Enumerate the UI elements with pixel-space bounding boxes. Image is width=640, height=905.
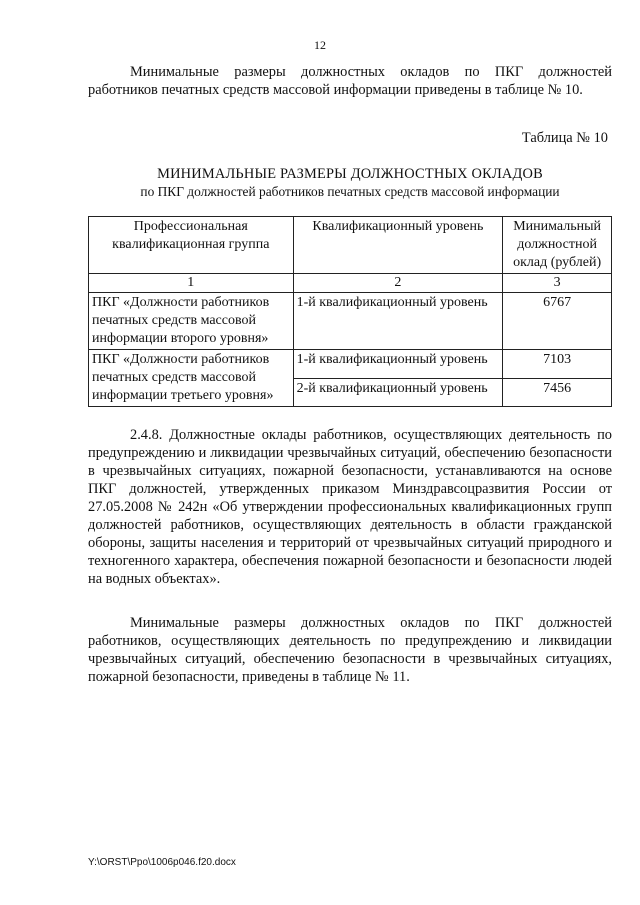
salary-cell: 6767 <box>503 293 612 350</box>
salary-cell: 7456 <box>503 378 612 407</box>
level-cell: 1-й квалификационный уровень <box>293 293 503 350</box>
column-number: 2 <box>293 274 503 293</box>
footer-file-path: Y:\ORST\Ppo\1006p046.f20.docx <box>88 857 236 868</box>
table-column-number-row <box>89 274 612 293</box>
header-salary: Минимальный должностной оклад (рублей) <box>503 217 612 274</box>
page-number: 12 <box>314 38 326 52</box>
table-subtitle: по ПКГ должностей работников печатных средств массовой информации <box>140 184 560 199</box>
header-level: Квалификационный уровень <box>293 217 503 274</box>
level-cell: 2-й квалификационный уровень <box>293 378 503 407</box>
section-paragraph: 2.4.8. Должностные оклады работников, осуществляющих деятельность по предупреждению и ликвидации чрезвычайных ситуаций, обеспечению безопасности в чрезвычайных ситуациях, пожарной безопасности, устанавливаются на основе ПКГ должностей, утвержденных приказом Минздравсоцразвития России от 27.05.2008 № 242н «Об утверждении профессиональных квалификационных групп должностей работников, осуществляющих деятельность в области гражданской обороны, защиты населения и территорий от чрезвычайных ситуаций природного и техногенного характера, обеспечения пожарной безопасности и безопасности людей на водных объектах». <box>88 427 612 587</box>
closing-paragraph: Минимальные размеры должностных окладов по ПКГ должностей работников, осуществляющих деятельность по предупреждению и ликвидации чрезвычайных ситуаций, обеспечению безопасности в чрезвычайных ситуациях, пожарной безопасности, приведены в таблице № 11. <box>88 615 612 685</box>
table-header-row <box>89 217 612 274</box>
column-number: 1 <box>89 274 294 293</box>
level-cell: 1-й квалификационный уровень <box>293 350 503 379</box>
group-cell: ПКГ «Должности работников печатных средств массовой информации второго уровня» <box>89 293 294 350</box>
salary-cell: 7103 <box>503 350 612 379</box>
table-label: Таблица № 10 <box>521 130 608 146</box>
table-row <box>89 293 612 350</box>
column-number: 3 <box>503 274 612 293</box>
header-group: Профессиональная квалификационная группа <box>89 217 294 274</box>
intro-paragraph: Минимальные размеры должностных окладов по ПКГ должностей работников печатных средств массовой информации приведены в таблице № 10. <box>88 64 612 98</box>
group-cell: ПКГ «Должности работников печатных средств массовой информации третьего уровня» <box>89 350 294 407</box>
salary-table <box>88 216 612 407</box>
table-title: МИНИМАЛЬНЫЕ РАЗМЕРЫ ДОЛЖНОСТНЫХ ОКЛАДОВ <box>157 166 543 182</box>
table-row <box>89 350 612 379</box>
